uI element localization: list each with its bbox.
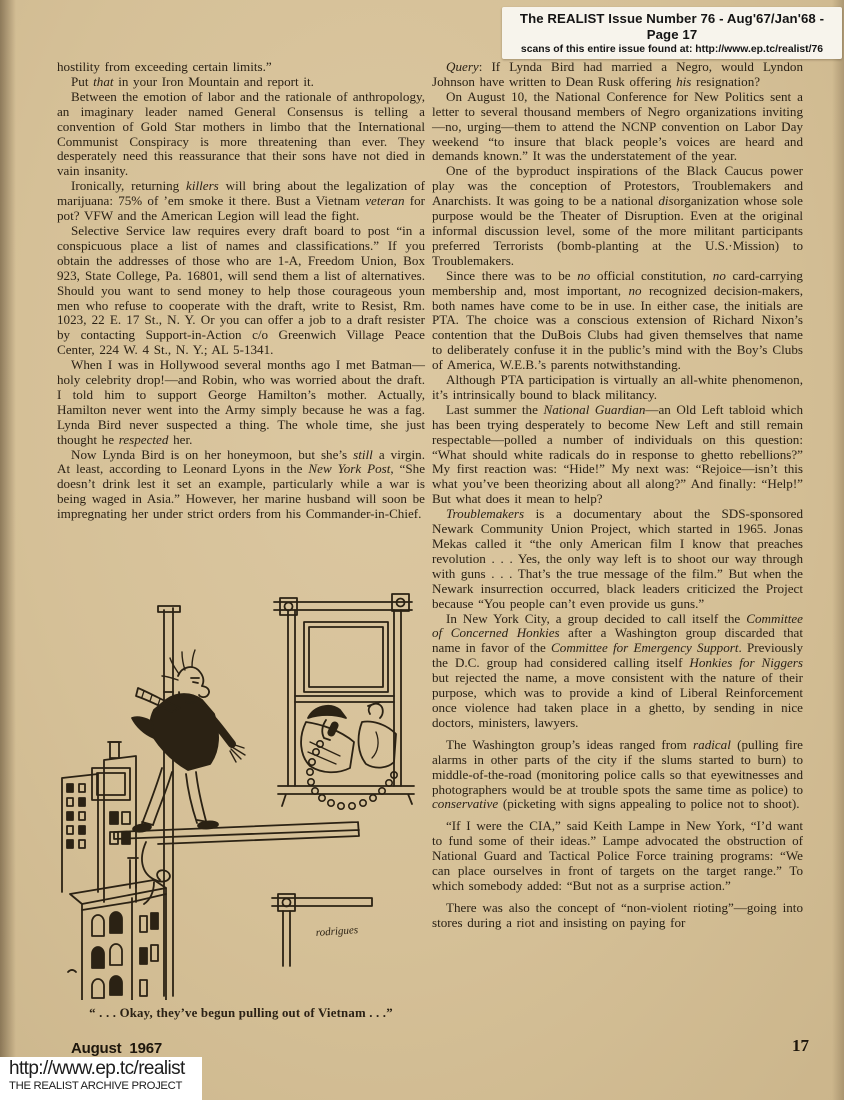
paragraph: Ironically, returning killers will bring about the legalization of marijuana: 75% of ’em smoke it there. Bust a Vietnam veteran for pot? VFW and the American Legion will lead the fight. bbox=[57, 178, 425, 224]
paragraph: Put that in your Iron Mountain and report it. bbox=[71, 73, 314, 89]
cartoon-building-mid bbox=[92, 742, 138, 902]
cartoon-caption: “ . . . Okay, they’ve begun pulling out of Vietnam . . .” bbox=[89, 1006, 393, 1020]
paragraph: When I was in Hollywood several months ago I met Batman—holy celebrity drop!—and Robin, who was worried about the draft. I told him to support George Hamilton’s mother. Actually, Hamilton never went into the Army simply because he was a fag. Lynda Bird never suspected a thing. The whole time, she just thought he respected her. bbox=[57, 357, 425, 447]
cartoon-onlooker-man bbox=[359, 702, 396, 768]
paragraph: Troublemakers is a documentary about the SDS-sponsored Newark Community Union Project, which started in 1965. Jonas Mekas called it “the only American film I know that preaches revolution . . . Yes, the only way left is to shoot our way through with guns . . . That’s the true message of the film.” But when the Newark insurrection occurred, black leaders criticized the Project because “You people can’t even provide us guns.” bbox=[432, 506, 803, 611]
paragraph: hostility from exceeding certain limits.” bbox=[57, 59, 272, 74]
cartoon-building-foreground bbox=[68, 880, 166, 1000]
issue-title: The REALIST Issue Number 76 - Aug'67/Jan'68 - Page 17 bbox=[519, 11, 825, 42]
paragraph: Query: If Lynda Bird had married a Negro, would Lyndon Johnson have written to Dean Rusk offering his resignation? bbox=[432, 59, 803, 89]
cartoon-bird bbox=[68, 970, 76, 972]
archive-url: http://www.ep.tc/realist bbox=[9, 1058, 185, 1079]
cartoonist-signature: rodrigues bbox=[315, 924, 359, 939]
paragraph: Last summer the National Guardian—an Old Left tabloid which has been trying desperately to become New Left and still remain respectable—polled a number of individuals on this question: “What should white radicals do in response to ghetto rebellions?” My first reaction was: “Hide!” My next was: “Rejoice—isn’t this what you’ve been theorizing about all along?” And finally: “Help!” But what does it mean to help? bbox=[432, 401, 803, 507]
paragraph: Since there was to be no official constitution, no card-carrying membership and, most important, no recognized decision-makers, both names have come to be in use. In either case, the initials are PTA. The choice was a conscious extension of Richard Nixon’s contention that the DuBois Clubs had given themselves that name to deliberately confuse it in the public’s mind with the Boy’s Clubs of America, W.E.B.’s parents notwithstanding. bbox=[432, 267, 804, 373]
paragraph: On August 10, the National Conference for New Politics sent a letter to several thousand members of Negro organizations inviting—no, urging—them to attend the NCNP convention on Labor Day weekend “to insure that black people’s voices are heard and demands known.” It was the understatement of the year. bbox=[432, 88, 803, 164]
paragraph: “If I were the CIA,” said Keith Lampe in New York, “I’d want to fund some of their ideas.” Lampe advocated the obstruction of National Guard and Tactical Police Force training programs: “We can place ourselves in front of targets on the target range.” To which somebody added: “But not as a surprise action.” bbox=[432, 818, 803, 893]
cartoon-window-upper bbox=[274, 594, 414, 809]
cartoon-illustration bbox=[58, 592, 420, 1000]
paragraph: In New York City, a group decided to call itself the Committee of Concerned Honkies after a Washington group discarded that name in favor of the Committee for Emergency Support. Previously the D.C. group had considered calling itself Honkies for Niggers but rejected the name, a move consistent with the nature of their purpose, which was to provide a kind of Liberal Reinforcement once violence had taken place in a ghetto, by sending in nice doctors, ministers, lawyers. bbox=[432, 610, 803, 730]
archive-project-name: THE REALIST ARCHIVE PROJECT bbox=[9, 1080, 183, 1092]
scan-source-url: scans of this entire issue found at: http://www.ep.tc/realist/76 bbox=[520, 44, 824, 55]
right-column bbox=[432, 60, 803, 931]
archive-overlay bbox=[0, 1057, 202, 1100]
page-number: 17 bbox=[792, 1036, 809, 1055]
paragraph: Selective Service law requires every draft board to post “in a conspicuous place a list of names and classifications.” If you obtain the addresses of those who are 1-A, Freedom Union, Box 923, State College, Pa. 16801, will send them a list of alternatives. Should you want to send money to help those courageous youn men who refuse to cooperate with the draft, write to Resist, Rm. 1023, 22 E. 17 St., N. Y. Or you can offer a job to a draft resister by contacting Support-in-Action c/o Greenwich Village Peace Center, 224 W. 4 St., N. Y.; AL 5-1341. bbox=[57, 222, 425, 358]
paragraph: Now Lynda Bird is on her honeymoon, but she’s still a virgin. At least, according to Leonard Lyons in the New York Post, “She doesn’t drink lest it set an example, particularly while a war is being waged in Asia.” However, her marine husband will soon be impregnating her under strict orders from his Commander-in-Chief. bbox=[57, 446, 426, 522]
cartoon-drawing bbox=[58, 592, 420, 1000]
cartoon-man bbox=[132, 650, 245, 833]
paragraph: Although PTA participation is virtually an all-white phenomenon, it’s intrinsically bound to black militancy. bbox=[432, 372, 803, 402]
paragraph: Between the emotion of labor and the rationale of anthropology, an imaginary leader named General Consensus is telling a convention of Gold Star mothers in limbo that the International Communist Conspiracy is more threatening than ever. They desperately need this reassurance that their sons have not died in vain insanity. bbox=[57, 88, 425, 179]
paragraph: There was also the concept of “non-violent rioting”—going into stores during a riot and insisting on paying for bbox=[432, 899, 803, 930]
issue-date: August 1967 bbox=[71, 1040, 162, 1057]
paragraph: One of the byproduct inspirations of the Black Caucus power play was the conception of Protestors, Troublemakers and Anarchists. It was going to be a national disorganization whose sole purpose would be the Theater of Disruption. Even at the original informal discussion level, some of the more militant participants preferred Terrorists (bomb-planting at the U.S.·Mission) to Troublemakers. bbox=[432, 163, 803, 268]
scan-credit-box bbox=[502, 7, 842, 59]
paragraph: The Washington group’s ideas ranged from radical (pulling fire alarms in other parts of the city if the slums started to burn) to middle-of-the-road (monitoring police calls so that eyewitnesses and photographers would be at trouble spots the same time as police) to conservative (picketing with signs appealing to police not to shoot). bbox=[432, 736, 803, 812]
left-column bbox=[57, 60, 425, 522]
